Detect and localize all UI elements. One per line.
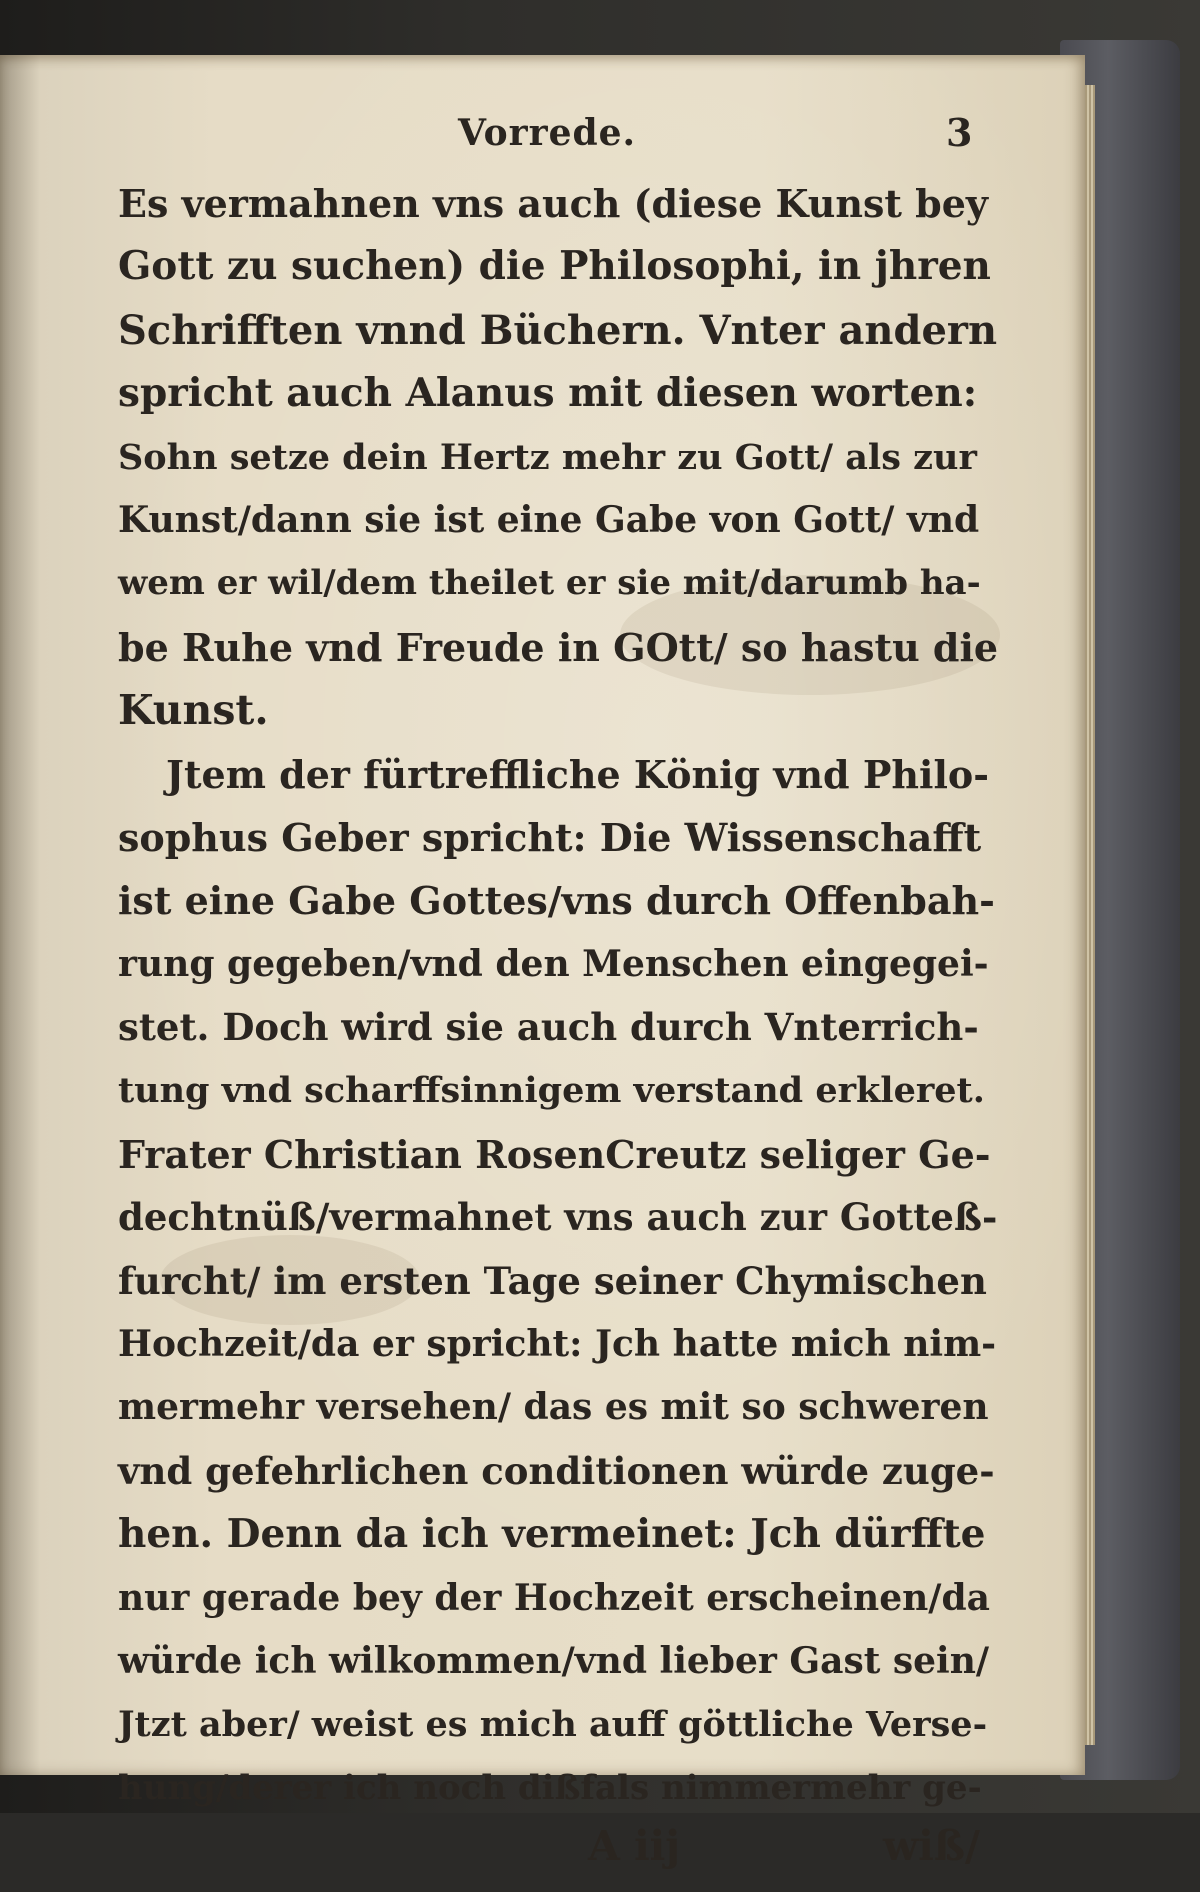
- text-line: Kunst/dann sie ist eine Gabe von Gott/ vnd: [118, 498, 980, 541]
- text-line: würde ich wilkommen/vnd lieber Gast sein/: [118, 1639, 990, 1682]
- page-header: [118, 112, 998, 172]
- text-line: dechtnüß/vermahnet vns auch zur Gotteß-: [118, 1195, 998, 1240]
- text-line: rung gegeben/vnd den Menschen eingegei-: [118, 942, 989, 985]
- text-line: Jtzt aber/ weist es mich auff göttliche Verse-: [118, 1704, 988, 1746]
- body-text: [118, 172, 998, 1820]
- text-line: Gott zu suchen) die Philosophi, in jhren: [118, 243, 991, 290]
- text-line: be Ruhe vnd Freude in GOtt/ so hastu die: [118, 624, 999, 670]
- text-line: stet. Doch wird sie auch durch Vnterrich-: [118, 1005, 979, 1050]
- text-line: vnd gefehrlichen conditionen würde zuge-: [118, 1448, 995, 1493]
- text-line: furcht/ im ersten Tage seiner Chymischen: [118, 1258, 987, 1303]
- text-line: spricht auch Alanus mit diesen worten:: [118, 370, 978, 417]
- page-text-block: [118, 112, 998, 1892]
- text-line: Kunst.: [118, 686, 269, 735]
- text-line: tung vnd scharffsinnigem verstand erkleret.: [118, 1070, 985, 1112]
- text-line: hen. Denn da ich vermeinet: Jch dürffte: [118, 1511, 986, 1558]
- text-line: Es vermahnen vns auch (diese Kunst bey: [118, 181, 988, 226]
- text-line: Frater Christian RosenCreutz seliger Ge-: [118, 1131, 991, 1177]
- book-page: [0, 55, 1085, 1871]
- text-line: hung/derer ich noch dißfals nimmermehr ge-: [118, 1767, 982, 1808]
- catchword: wiß/: [883, 1822, 980, 1871]
- page-number: 3: [946, 110, 973, 155]
- text-line: wem er wil/dem theilet er sie mit/darumb ha-: [118, 563, 981, 604]
- text-line: Sohn setze dein Hertz mehr zu Gott/ als zur: [118, 436, 977, 478]
- text-line: Schrifften vnnd Büchern. Vnter andern: [118, 306, 998, 354]
- page-footer: [118, 1822, 998, 1892]
- text-line: Hochzeit/da er spricht: Jch hatte mich nim-: [118, 1323, 997, 1366]
- text-line: sophus Geber spricht: Die Wissenschafft: [118, 814, 982, 860]
- text-line: nur gerade bey der Hochzeit erscheinen/da: [118, 1576, 990, 1619]
- signature-mark: A iij: [588, 1822, 681, 1871]
- text-line: ist eine Gabe Gottes/vns durch Offenbah-: [118, 878, 995, 924]
- text-line: mermehr versehen/ das es mit so schweren: [118, 1386, 989, 1429]
- running-head: Vorrede.: [458, 112, 637, 154]
- text-line: Jtem der fürtreffliche König vnd Philo-: [166, 751, 990, 797]
